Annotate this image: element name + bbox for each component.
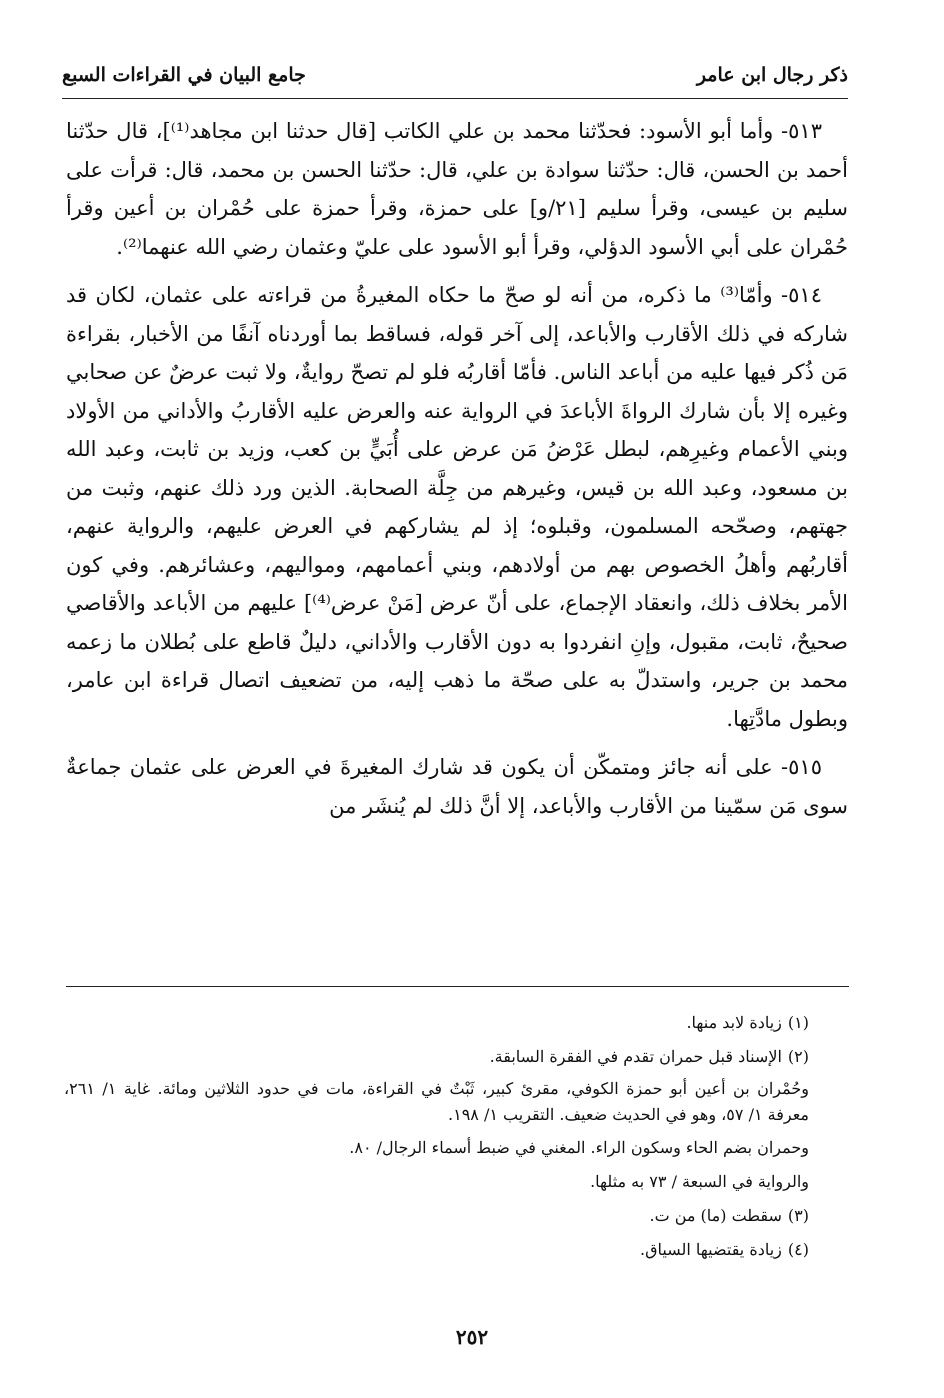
page-number: ٢٥٢ bbox=[455, 1325, 489, 1349]
main-text bbox=[66, 112, 848, 825]
footnote-separator bbox=[66, 986, 849, 987]
footnotes bbox=[64, 1008, 809, 1269]
footnote-number: (١) bbox=[787, 1013, 809, 1032]
chapter-title: ذكر رجال ابن عامر bbox=[696, 64, 848, 86]
footnote-4 bbox=[64, 1235, 809, 1264]
footnote-text: الإسناد قبل حمران تقدم في الفقرة السابقة. bbox=[489, 1047, 782, 1066]
footnote-text: زيادة يقتضيها السياق. bbox=[640, 1240, 782, 1259]
footnote-text: وحُمْران بن أعين أبو حمزة الكوفي، مقرئ كبير، ثَبْتٌ في القراءة، مات في حدود الثلاثين ومائة. غاية ١/ ٢٦١، معرفة ١/ ٥٧، وهو في الحديث ضعيف. التقريب ١/ ١٩٨. bbox=[64, 1079, 809, 1124]
footnote-number: (٣) bbox=[787, 1206, 809, 1225]
footnote-2 bbox=[64, 1042, 809, 1071]
footnote-2-note bbox=[64, 1133, 809, 1162]
book-title: جامع البيان في القراءات السبع bbox=[62, 64, 306, 86]
paragraph-514: ٥١٤- وأمّا⁽³⁾ ما ذكره، من أنه لو صحّ ما حكاه المغيرةُ من قراءته على عثمان، لكان قد شاركه في ذلك الأقارب والأباعد، إلى آخر قوله، فساقط بما أوردناه آنفًا من الأخبار، بقراءة مَن ذُكر فيها عليه من أباعد الناس. فأمّا أقاربُه فلو لم تصحّ روايةٌ، ولا ثبت عرضٌ عن صحابي وغيره إلا بأن شارك الرواةَ الأباعدَ في الرواية عنه والعرض عليه الأقاربُ والأداني من الأولاد وبني الأعمام وغيرِهم، لبطل عَرْضُ مَن عرض على أُبَيٍّ بن كعب، وزيد بن ثابت، وعبد الله بن مسعود، وعبد الله بن قيس، وغيرهم من جِلَّة الصحابة. الذين ورد ذلك عنهم، وثبت من جهتهم، وصحّحه المسلمون، وقبلوه؛ إذ لم يشاركهم في العرض عليهم، والرواية عنهم، أقاربُهم وأهلُ الخصوص بهم من أولادهم، وبني أعمامهم، ومواليهم، وعشائرهم. وفي كون الأمر بخلاف ذلك، وانعقاد الإجماع، على أنّ عرض [مَنْ عرض⁽⁴⁾] عليهم من الأباعد والأقاصي صحيحٌ، ثابت، مقبول، وإنِ انفردوا به دون الأقارب والأداني، دليلٌ قاطع على بُطلان ما زعمه محمد بن جرير، واستدلّ به على صحّة ما ذهب إليه، من تضعيف اتصال قراءة ابن عامر، وبطول مادَّتِها. bbox=[66, 283, 849, 731]
footnote-3 bbox=[64, 1201, 809, 1230]
footnote-text: وحمران بضم الحاء وسكون الراء. المغني في ضبط أسماء الرجال/ ٨٠. bbox=[349, 1138, 809, 1157]
footnote-2-note bbox=[64, 1167, 809, 1196]
footnote-text: سقطت (ما) من ت. bbox=[649, 1206, 782, 1225]
footnote-text: والرواية في السبعة / ٧٣ به مثلها. bbox=[590, 1172, 809, 1191]
running-header bbox=[62, 60, 848, 99]
paragraph-515: ٥١٥- على أنه جائز ومتمكّن أن يكون قد شارك المغيرةَ في العرض على عثمان جماعةٌ سوى مَن سمّينا من الأقارب والأباعد، إلا أنَّ ذلك لم يُنشَر من bbox=[66, 755, 848, 818]
footnote-2-continued bbox=[64, 1076, 809, 1128]
footnote-1 bbox=[64, 1008, 809, 1037]
paragraph-513: ٥١٣- وأما أبو الأسود: فحدّثنا محمد بن علي الكاتب [قال حدثنا ابن مجاهد⁽¹⁾]، قال حدّثنا أحمد بن الحسن، قال: حدّثنا سوادة بن علي، قال: حدّثنا الحسن بن محمد، قال: قرأت على سليم بن عيسى، وقرأ سليم [٢١/و] على حمزة، وقرأ حمزة على حُمْران بن أعين وقرأ حُمْران على أبي الأسود الدؤلي، وقرأ أبو الأسود على عليّ وعثمان رضي الله عنهما⁽²⁾. bbox=[66, 119, 848, 259]
footnote-number: (٢) bbox=[787, 1047, 809, 1066]
footnote-number: (٤) bbox=[787, 1240, 809, 1259]
footnote-text: زيادة لابد منها. bbox=[686, 1013, 782, 1032]
